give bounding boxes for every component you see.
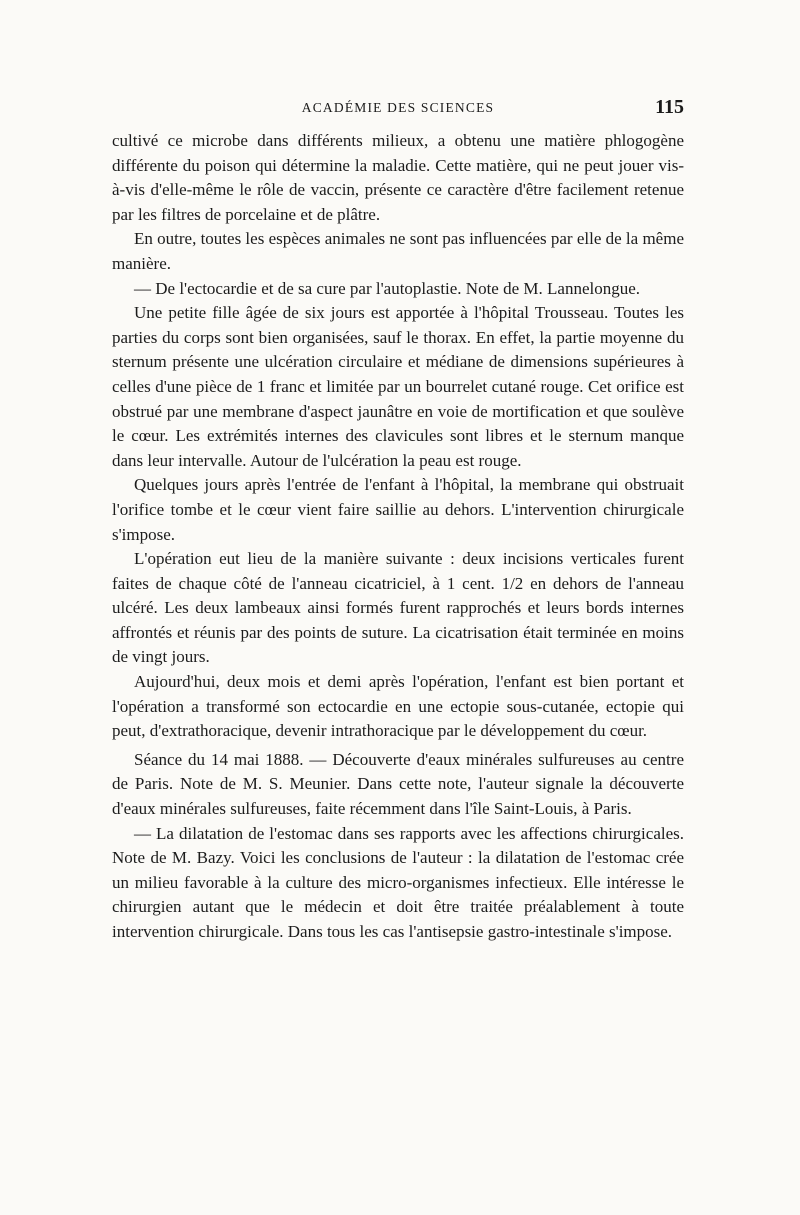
page-header [112, 96, 684, 120]
paragraph-5: Quelques jours après l'entrée de l'enfant à l'hôpital, la membrane qui obstruait l'orifice tombe et le cœur vient faire saillie au dehors. L'intervention chirurgicale s'impose. [112, 475, 684, 544]
paragraph-2: En outre, toutes les espèces animales ne sont pas influencées par elle de la même manière. [112, 229, 684, 273]
page-number: 115 [655, 96, 684, 118]
paragraph-1: cultivé ce microbe dans différents milieux, a obtenu une matière phlogogène différente du poison qui détermine la maladie. Cette matière, qui ne peut jouer vis-à-vis d'elle-même le rôle de vaccin, présente ce caractère d'être facilement retenue par les filtres de porcelaine et de plâtre. [112, 131, 684, 224]
body-text [112, 129, 684, 945]
paragraph-4: Une petite fille âgée de six jours est apportée à l'hôpital Trousseau. Toutes les parties du corps sont bien organisées, sauf le thorax. En effet, la partie moyenne du sternum présente une ulcération circulaire et médiane de dimensions supérieures à celles d'une pièce de 1 franc et limitée par un bourrelet cutané rouge. Cet orifice est obstrué par une membrane d'aspect jaunâtre en voie de mortification et que soulève le cœur. Les extrémités internes des clavicules sont libres et le sternum manque dans leur intervalle. Autour de l'ulcération la peau est rouge. [112, 303, 684, 470]
paragraph-seance-14-mai: Séance du 14 mai 1888. — Découverte d'eaux minérales sulfureuses au centre de Paris. Note de M. S. Meunier. Dans cette note, l'auteur signale la découverte d'eaux minérales sulfureuses, faite récemment dans l'île Saint-Louis, à Paris. [112, 749, 684, 819]
paragraph-6: L'opération eut lieu de la manière suivante : deux incisions verticales furent faites de chaque côté de l'anneau cicatriciel, à 1 cent. 1/2 en dehors de l'anneau ulcéré. Les deux lambeaux ainsi formés furent rapprochés et leurs bords internes affrontés et réunis par des points de suture. La cicatrisation était terminée en moins de vingt jours. [112, 549, 684, 667]
paragraph-ectocardie-title: — De l'ectocardie et de sa cure par l'autoplastie. Note de M. Lannelongue. [134, 278, 641, 298]
paragraph-7: Aujourd'hui, deux mois et demi après l'opération, l'enfant est bien portant et l'opération a transformé son ectocardie en une ectopie sous-cutanée, ectopie qui peut, d'extrathoracique, devenir intrathoracique par le développement du cœur. [112, 672, 684, 741]
paragraph-dilatation-estomac: — La dilatation de l'estomac dans ses rapports avec les affections chirurgicales. Note de M. Bazy. Voici les conclusions de l'auteur : la dilatation de l'estomac crée un milieu favorable à la culture des micro-organismes infectieux. Elle intéresse le chirurgien autant que le médecin et doit être traitée préalablement à toute intervention chirurgicale. Dans tous les cas l'antisepsie gastro-intestinale s'impose. [112, 823, 684, 941]
running-title: ACADÉMIE DES SCIENCES [301, 100, 495, 115]
